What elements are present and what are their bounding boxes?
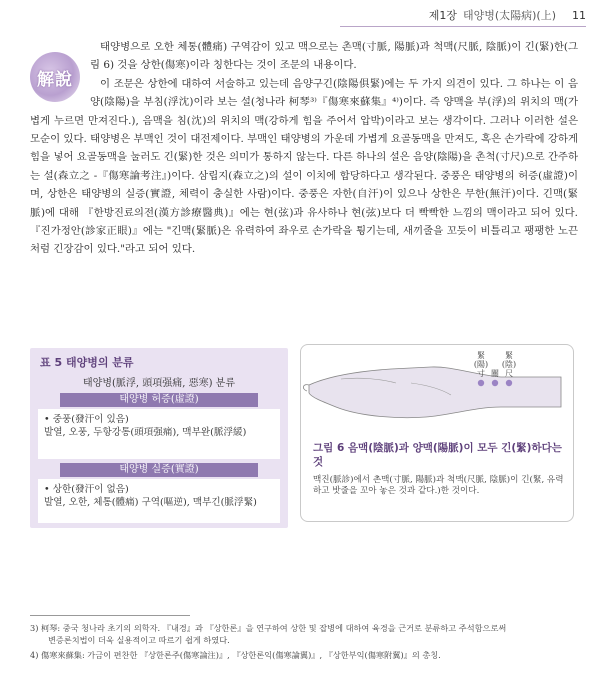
figure-description: 맥진(脈診)에서 촌맥(寸脈, 陽脈)과 척맥(尺脈, 陰脈)이 긴(緊, 유력하고 밧줄을 꼬아 놓은 것과 같다.)한 것이다. (313, 475, 564, 496)
footnote-divider (30, 615, 190, 616)
pulse-point-chi (506, 380, 512, 386)
section-panel-deficiency (38, 409, 280, 459)
footnote-3: 3) 柯琴: 중국 청나라 초기의 의학자. 『내경』과 『상한론』을 연구하여 상한 및 잡병에 대하여 육경을 근거로 분류하고 주석함으로써 변증론치법이 더욱 실용적이고 따르기 쉽게 하였다. (30, 623, 507, 645)
pulse-label-chi: 緊 (陰) 尺 (501, 351, 517, 378)
classification-table (30, 348, 288, 528)
section-bullet: • 상한(發汗이 없음) (44, 483, 274, 496)
table-title: 표 5 태양병의 분류 (40, 356, 134, 369)
page-number: 11 (572, 8, 586, 22)
table-subtitle: 태양병(脈浮, 頭項强痛, 惡寒) 분류 (83, 378, 235, 389)
footnotes (30, 622, 578, 664)
chapter-number: 제1장 (428, 9, 457, 22)
section-detail: 발열, 오풍, 두항강통(頭項强痛), 맥부완(脈浮緩) (44, 427, 247, 438)
arm-shape (309, 367, 561, 418)
pulse-point-guan (492, 380, 498, 386)
finger-lines (303, 385, 309, 391)
badge-label: 解說 (37, 69, 73, 90)
section-bullet: • 중풍(發汗이 있음) (44, 413, 274, 426)
footnote-4: 4) 傷寒來蘇集: 가금이 편찬한 『상한론주(傷寒論注)』, 『상한론익(傷寒論翼)』, 『상한부익(傷寒附翼)』의 총칭. (30, 650, 441, 660)
section-panel-excess (38, 479, 280, 523)
pulse-label-cun: 緊 (陽) 寸 (473, 351, 489, 378)
section-header-excess: 태양병 실증(實證) (60, 463, 258, 477)
pulse-point-cun (478, 380, 484, 386)
section-detail: 발열, 오한, 체통(體痛) 구역(嘔逆), 맥부긴(脈浮緊) (44, 497, 257, 508)
pulse-figure (300, 344, 574, 522)
page-header (340, 6, 586, 24)
chapter-title: 태양병(太陽病)(上) (462, 9, 556, 22)
section-header-deficiency: 태양병 허증(虛證) (60, 393, 258, 407)
header-divider (340, 26, 586, 27)
hand-wrist-illustration (301, 345, 573, 441)
main-text (30, 38, 578, 259)
paragraph-2: 이 조문은 상한에 대하여 서술하고 있는데 음양구긴(陰陽俱緊)에는 두 가지 의견이 있다. 그 하나는 이 음양(陰陽)을 부침(浮沈)이라 보는 설(청나라 柯琴³⁾『傷寒來蘇集』⁴⁾)이다. 즉 양맥을 부(浮)의 위치의 맥(가볍게 누르면 만져진다.), 음맥을 침(沈)의 위치의 맥(강하게 힘을 주어서 압박)이라고 보는 생각이다. 그러나 이러한 설은 모순이 있다. 태양병은 부맥인 것이 대전제이다. 부맥인 태양병의 가운데 가볍게 요골동맥을 만져도, 혹은 손가락에 강하게 힘을 넣어 요골동맥을 눌러도 긴(緊)한 것은 의미가 통하지 않는다. 다른 하나의 설은 음양(陰陽)을 촌척(寸尺)으로 간주하는 설(森立之 -『傷寒論考注』)이다. 삼립지(森立之)의 설이 이치에 합당하다고 생각된다. 중풍은 태양병의 허증(虛證)이며, 상한은 태양병의 실증(實證, 체력이 충실한 사람)이다. 중풍은 자한(自汗)이 있으나 상한은 무한(無汗)이다. 긴맥(緊脈)에 대해 『한방진료의전(漢方診療醫典)』에는 현(弦)과 유사하나 현(弦)보다 더 빡빡한 느낌의 맥이라고 되어 있다. 『진가정안(診家正眼)』에는 "긴맥(緊脈)은 유력하여 좌우로 손가락을 튕기는데, 새끼줄을 꼬듯이 비틀리고 팽팽한 노끈처럼 긴장감이 있다."라고 되어 있다. (30, 77, 578, 256)
pulse-label-guan: 關 (491, 369, 499, 378)
figure-caption: 그림 6 음맥(陰脈)과 양맥(陽脈)이 모두 긴(緊)하다는 것 (313, 442, 562, 468)
paragraph-1: 태양병으로 오한 체통(體痛) 구역감이 있고 맥으로는 촌맥(寸脈, 陽脈)과 척맥(尺脈, 陰脈)이 긴(緊)한(그림 6) 것을 상한(傷寒)이라 칭한다는 것이 조문의 내용이다. (90, 41, 578, 72)
